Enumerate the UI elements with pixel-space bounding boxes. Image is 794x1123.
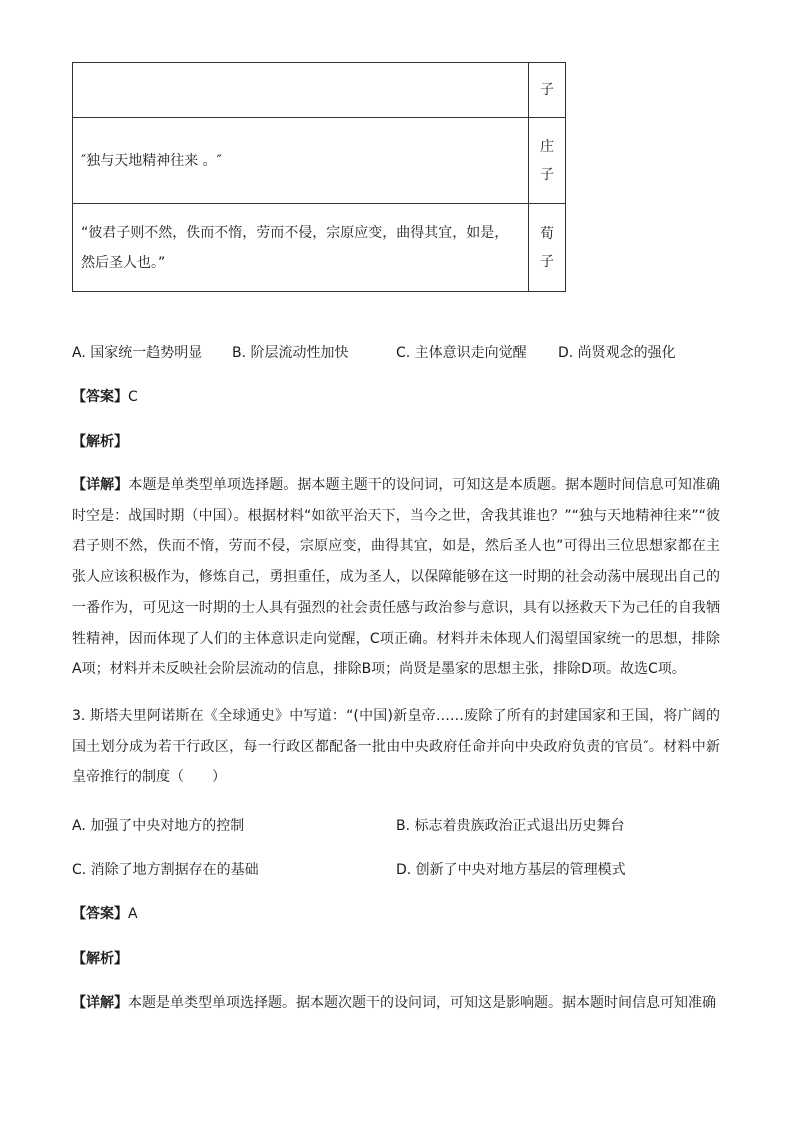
- q3-detail: [72, 992, 716, 1012]
- q3-option-d: D. 创新了中央对地方基层的管理模式: [396, 862, 626, 878]
- detail-tag: 【详解】: [72, 995, 128, 1011]
- table-row: [73, 63, 566, 118]
- quote-cell: ″独与天地精神往来 。″: [73, 118, 529, 204]
- q2-option-b: B. 阶层流动性加快: [232, 345, 349, 361]
- answer-tag: 【答案】: [72, 389, 128, 405]
- quote-cell: [73, 63, 529, 118]
- author-name: 子: [540, 82, 554, 98]
- analysis-tag: 【解析】: [72, 951, 128, 967]
- quote-cell: “彼君子则不然，佚而不惰，劳而不侵，宗原应变，曲得其宜，如是，然后圣人也。”: [73, 204, 529, 292]
- q3-analysis-heading: [72, 948, 128, 968]
- answer-value: A: [128, 906, 138, 922]
- q2-option-c: C. 主体意识走向觉醒: [396, 345, 527, 361]
- q3-option-c: C. 消除了地方割据存在的基础: [72, 862, 259, 878]
- author-cell: [529, 118, 566, 204]
- q2-option-d: D. 尚贤观念的强化: [558, 345, 676, 361]
- author-name: 庄子: [540, 138, 554, 183]
- q2-answer: [72, 386, 138, 406]
- q3-answer: [72, 903, 138, 923]
- answer-value: C: [128, 389, 138, 405]
- q2-detail: [72, 470, 720, 685]
- detail-tag: 【详解】: [72, 477, 129, 493]
- author-cell: [529, 204, 566, 292]
- material-table: [72, 62, 566, 292]
- table-row: [73, 118, 566, 204]
- q3-option-a: A. 加强了中央对地方的控制: [72, 818, 245, 834]
- detail-text: 本题是单类型单项选择题。据本题主题干的设问词，可知这是本质题。据本题时间信息可知准确时空是：战国时期（中国）。根据材料“如欲平治天下，当今之世，舍我其谁也？”“独与天地精神往来”“彼君子则不然，佚而不惰，劳而不侵，宗原应变，曲得其宜，如是，然后圣人也”可得出三位思想家都在主张人应该积极作为，修炼自己，勇担重任，成为圣人，以保障能够在这一时期的社会动荡中展现出自己的一番作为，可见这一时期的士人具有强烈的社会责任感与政治参与意识，具有以拯救天下为己任的自我牺牲精神，因而体现了人们的主体意识走向觉醒，C项正确。材料并未体现人们渴望国家统一的思想，排除A项；材料并未反映社会阶层流动的信息，排除B项；尚贤是墨家的思想主张，排除D项。故选C项。: [72, 477, 721, 678]
- q3-option-b: B. 标志着贵族政治正式退出历史舞台: [396, 818, 625, 834]
- q2-analysis-heading: [72, 431, 128, 451]
- table-row: [73, 204, 566, 292]
- author-name: 荀子: [540, 225, 554, 270]
- q2-option-a: A. 国家统一趋势明显: [72, 345, 203, 361]
- analysis-tag: 【解析】: [72, 434, 128, 450]
- detail-text: 本题是单类型单项选择题。据本题次题干的设问词，可知这是影响题。据本题时间信息可知准确: [128, 995, 716, 1011]
- answer-tag: 【答案】: [72, 906, 128, 922]
- author-cell: [529, 63, 566, 118]
- q3-stem: 3. 斯塔夫里阿诺斯在《全球通史》中写道：“(中国)新皇帝……废除了所有的封建国家和王国，将广阔的国土划分成为若干行政区，每一行政区都配备一批由中央政府任命并向中央政府负责的官员″。材料中新皇帝推行的制度（ ）: [72, 708, 720, 786]
